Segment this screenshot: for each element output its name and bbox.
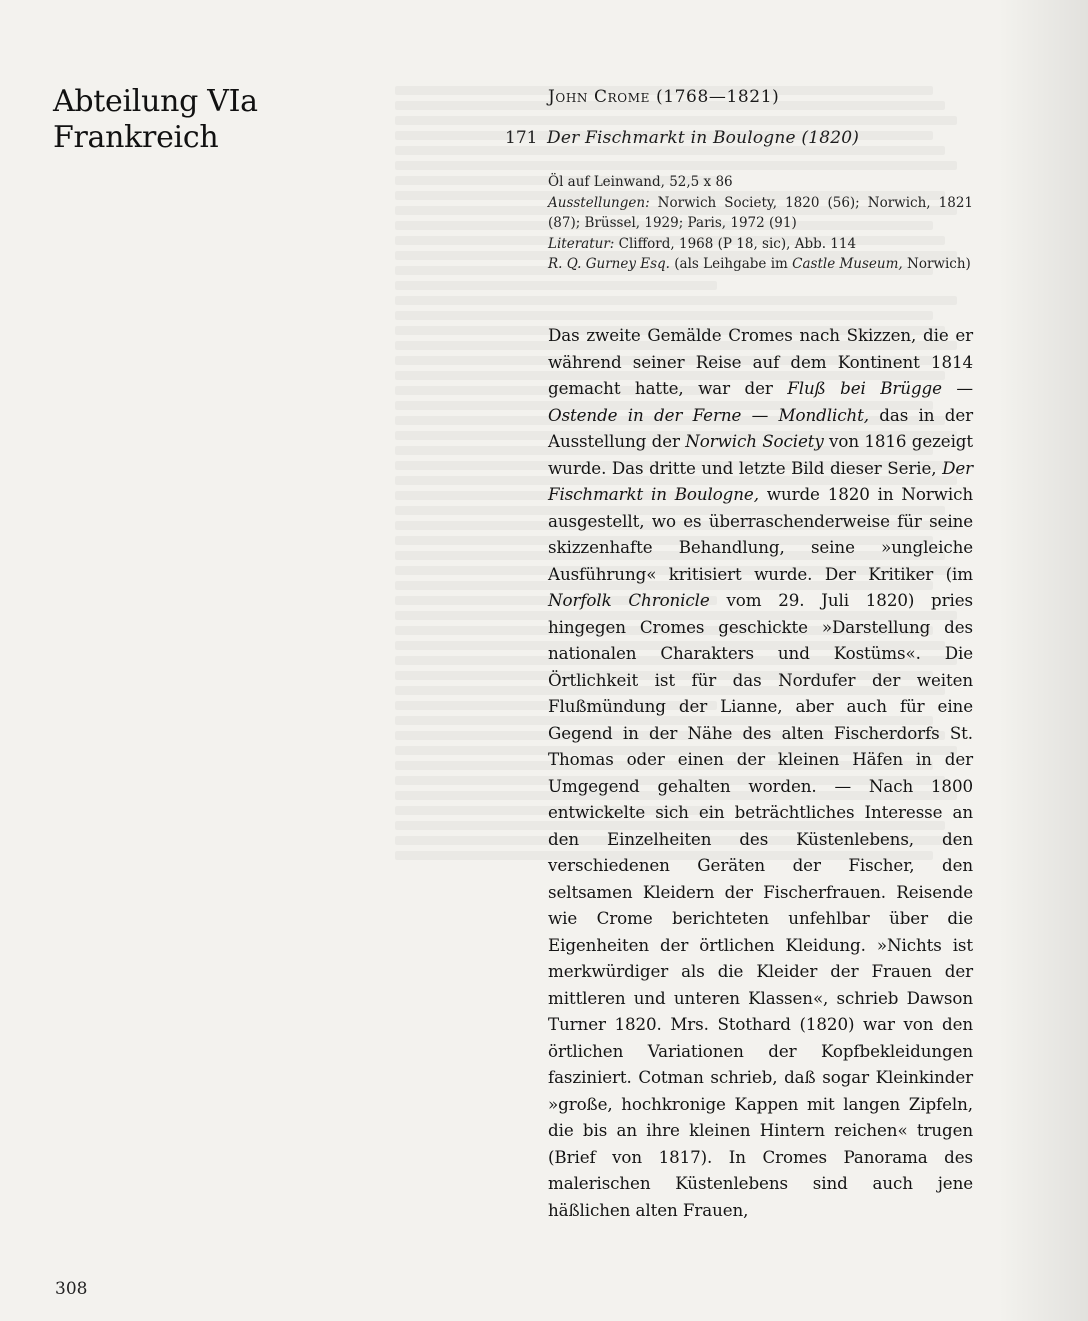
owner-line (548, 254, 973, 275)
owner-loan-text: (als Leihgabe im (674, 256, 788, 272)
body-text-run: wurde 1820 in Norwich ausgestellt, wo es überraschenderweise für seine skizzenhafte Behandlung, seine »ungleiche Ausführung« kritisiert wurde. Der Kritiker (im (548, 484, 973, 584)
page-number: 308 (55, 1279, 88, 1299)
author-line (548, 87, 779, 107)
body-text (548, 322, 973, 1223)
show-through-line (395, 281, 717, 290)
body-italic-title: Norfolk Chronicle (548, 590, 710, 610)
literature-label: Literatur: (548, 235, 615, 252)
page-edge-shadow (998, 0, 1088, 1321)
literature: Clifford, 1968 (P 18, sic), Abb. 114 (618, 235, 857, 252)
body-italic-title: Norwich Society (685, 431, 824, 451)
exhibitions-label: Ausstellungen: (548, 194, 650, 211)
body-text-run: Das zweite Gemälde Cromes nach Skizzen, die er während seiner Reise auf dem Kontinent 1814 gemacht hatte, war der (548, 325, 973, 398)
section-heading-line-2: Frankreich (53, 120, 219, 155)
show-through-line (395, 161, 957, 170)
exhibitions: Norwich Society, 1820 (56); Norwich, 1821 (87); Brüssel, 1929; Paris, 1972 (91) (548, 194, 973, 231)
show-through-line (395, 311, 933, 320)
medium-line (548, 172, 973, 193)
section-heading-line-1: Abteilung VIa (53, 84, 258, 119)
section-heading (53, 84, 258, 156)
body-italic-title: Fluß bei Brügge — Ostende in der Ferne — Mondlicht, (548, 378, 973, 425)
owner-name: R. Q. Gurney Esq. (548, 256, 670, 272)
show-through-line (395, 296, 957, 305)
owner-museum: Castle Museum, (792, 256, 903, 272)
literature-line (548, 234, 973, 255)
body-text-run: vom 29. Juli 1820) pries hingegen Cromes geschickte »Darstellung des nationalen Charakters und Kostüms«. Die Örtlichkeit ist für das Nordufer der weiten Flußmündung der Lianne, aber auch für eine Gegend in der Nähe des alten Fischerdorfs St. Thomas oder einen der kleinen Häfen in der Umgegend gehalten worden. — Nach 1800 entwickelte sich ein beträchtliches Interesse an den Einzelheiten des Küstenlebens, den verschiedenen Geräten der Fischer, den seltsamen Kleidern der Fischerfrauen. Reisende wie Crome berichteten unfehlbar über die Eigenheiten der örtlichen Kleidung. »Nichts ist merkwürdiger als die Kleider der Frauen der mittleren und unteren Klassen«, schrieb Dawson Turner 1820. Mrs. Stothard (1820) war von den örtlichen Variationen der Kopfbekleidungen fasziniert. Cotman schrieb, daß sogar Kleinkinder »große, hochkronige Kappen mit langen Zipfeln, die bis an ihre kleinen Hintern reichen« trugen (Brief von 1817). In Cromes Panorama des malerischen Küstenlebens sind auch jene häßlichen alten Frauen, (548, 590, 973, 1220)
exhibitions-line (548, 193, 973, 234)
show-through-line (395, 116, 957, 125)
body-text-run: das in der Ausstellung der (548, 404, 973, 451)
body-text-run: von 1816 gezeigt wurde. Das dritte und letzte Bild dieser Serie, (548, 431, 973, 478)
artwork-metadata (548, 172, 973, 275)
body-paragraph (548, 322, 973, 1223)
medium: Öl auf Leinwand, 52,5 x 86 (548, 174, 733, 190)
artwork-title: Der Fischmarkt in Boulogne (1820) (547, 128, 860, 148)
catalogue-entry-heading (505, 128, 859, 148)
owner-city: Norwich) (907, 256, 971, 272)
body-italic-title: Der Fischmarkt in Boulogne, (548, 457, 973, 504)
author-name: John Crome (548, 87, 650, 107)
catalogue-number: 171 (505, 128, 538, 148)
author-dates: (1768—1821) (655, 87, 780, 107)
